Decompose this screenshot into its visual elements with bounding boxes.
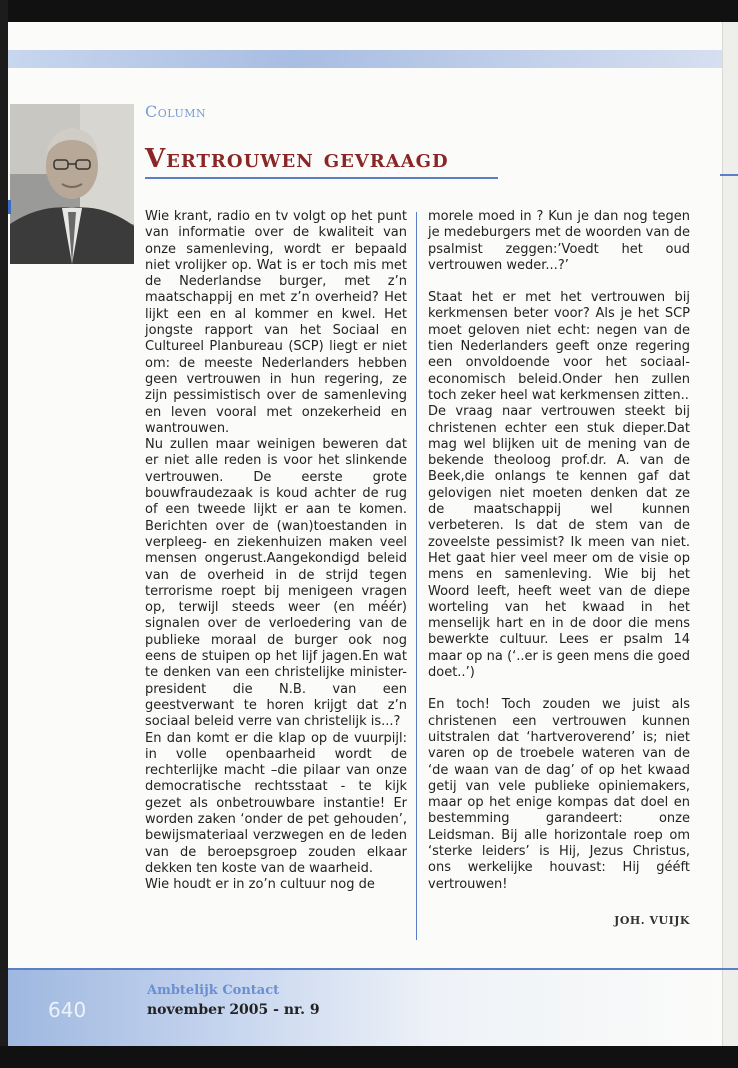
edge-marker bbox=[8, 200, 11, 214]
page-number: 640 bbox=[48, 998, 87, 1022]
paragraph: Nu zullen maar weinigen beweren dat er niet alle reden is voor het slinkende vertrouwen. De eerste grote bouwfraudezaak is koud achter de rug of een tweede lijkt er aan te komen. Berichten over de (wan)toestanden in verpleeg- en ziekenhuizen maken veel mensen ongerust.Aangekondigd beleid van de overheid in de strijd tegen terrorisme roept bij menigeen vragen op, terwijl steeds weer (en méér) signalen over de verloedering van de publieke moraal de burger ook nog eens de stuipen op het lijf jagen.En wat te denken van een christelijke minister-president die N.B. van een geestverwant te horen krijgt dat z’n sociaal beleid verre van christelijk is...? bbox=[145, 437, 407, 730]
publication-name: Ambtelijk Contact bbox=[147, 983, 280, 998]
author-portrait-photo bbox=[10, 104, 134, 264]
paragraph: Staat het er met het vertrouwen bij kerkmensen beter voor? Als je het SCP moet geloven niet echt: negen van de tien Nederlanders geeft onze regering een onvoldoende voor het sociaal- economisch beleid.Onder hen zullen toch zeker heel wat kerkmensen zitten.. bbox=[428, 290, 690, 403]
scan-border-left bbox=[0, 0, 8, 1068]
header-color-band bbox=[8, 50, 722, 68]
footer-color-band bbox=[8, 968, 722, 1046]
article-title: Vertrouwen gevraagd bbox=[145, 144, 449, 174]
paragraph: En toch! Toch zouden we juist als christenen een vertrouwen kunnen uitstralen dat ‘hartveroverend’ is; niet varen op de troebele wateren van de ‘de waan van de dag’ of op het kwaad getij van vele publieke opiniemakers, maar op het enige kompas dat doel en bestemming garandeert: onze Leidsman. Bij alle horizontale roep om ‘sterke leiders’ is Hij, Jezus Christus, ons werkelijke houvast: Hij gééft vertrouwen! bbox=[428, 697, 690, 892]
title-underline bbox=[145, 177, 498, 179]
paragraph: Wie krant, radio en tv volgt op het punt van informatie over de kwaliteit van onze samenleving, wordt er bepaald niet vrolijker op. Wat is er toch mis met de Nederlandse burger, met z’n maatschappij en met z’n overheid? Het lijkt een en al kommer en kwel. Het jongste rapport van het Sociaal en Cultureel Planbureau (SCP) liegt er niet om: de meeste Nederlanders hebben geen vertrouwen in hun regering, ze zijn pessimistisch over de samenleving en leven vooral met onzekerheid en wantrouwen. bbox=[145, 209, 407, 436]
section-label: Column bbox=[145, 102, 207, 121]
footer-rule bbox=[8, 968, 738, 970]
paragraph: Wie houdt er in zo’n cultuur nog de bbox=[145, 877, 375, 893]
article-column-right bbox=[428, 209, 690, 893]
scan-border-bottom bbox=[0, 1046, 738, 1068]
author-signature: JOH. VUIJK bbox=[614, 914, 690, 927]
column-divider bbox=[416, 212, 417, 940]
paragraph: morele moed in ? Kun je dan nog tegen je medeburgers met de woorden van de psalmist zeggen:’Voedt het oud vertrouwen weder...?’ bbox=[428, 209, 690, 273]
title-rule-extension bbox=[720, 174, 738, 176]
article-column-left bbox=[145, 209, 407, 893]
paragraph: En dan komt er die klap op de vuurpijl: in volle openbaarheid wordt de rechterlijke macht –die pilaar van onze democratische rechtsstaat - te kijk gezet als onbetrouwbare instantie! Er worden zaken ‘onder de pet gehouden’, bewijsmateriaal verzwegen en de leden van de beroepsgroep zouden elkaar dekken ten koste van de waarheid. bbox=[145, 730, 407, 876]
paragraph: De vraag naar vertrouwen steekt bij christenen echter een stuk dieper.Dat mag wel blijken uit de mening van de bekende theoloog prof.dr. A. van de Beek,die onlangs te kennen gaf dat gelovigen niet moeten denken dat ze de maatschappij wel kunnen verbeteren. Is dat de stem van de zoveelste pessimist? Ik meen van niet. Het gaat hier veel meer om de visie op mens en samenleving. Wie bij het Woord leeft, heeft weet van de diepe worteling van het kwaad in het menselijk hart en in de door die mens bewerkte cultuur. Lees er psalm 14 maar op na (‘..er is geen mens die goed doet..’) bbox=[428, 404, 690, 681]
scan-border-top bbox=[0, 0, 738, 22]
issue-info: november 2005 - nr. 9 bbox=[147, 1002, 320, 1018]
